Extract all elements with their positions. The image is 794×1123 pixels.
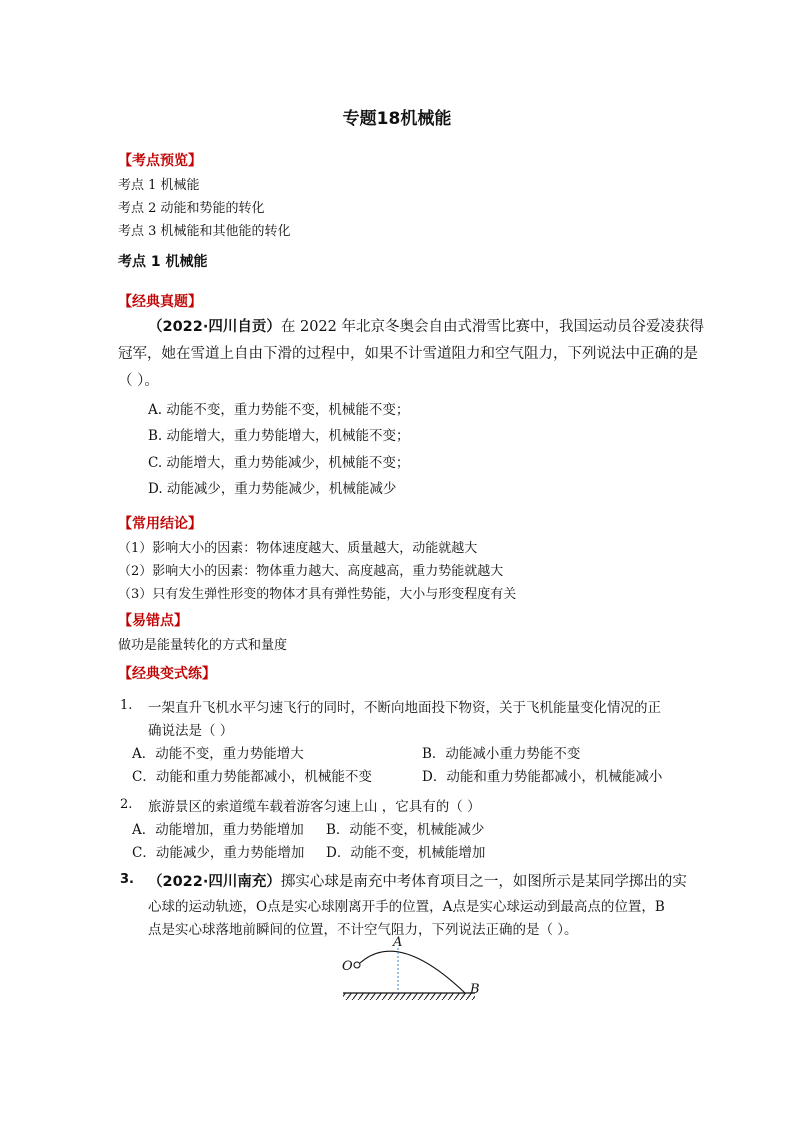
label-b: B (470, 982, 480, 997)
q3-number: 3. (120, 872, 134, 887)
label-o: O (342, 959, 353, 974)
classic-question-line-2: 冠军，她在雪道上自由下滑的过程中，如果不计雪道阻力和空气阻力，下列说法中正确的是 (118, 346, 698, 362)
practice-tag: 【经典变式练】 (118, 666, 216, 682)
q3-line-2: 心球的运动轨迹，O点是实心球刚离开手的位置，A点是实心球运动到最高点的位置，B (148, 899, 665, 915)
classic-question-line-3: （ ）。 (118, 373, 159, 389)
q3-line-3: 点是实心球落地前瞬间的位置，不计空气阻力，下列说法正确的是（ ）。 (148, 922, 578, 938)
q1-option-d: D．动能和重力势能都减小，机械能减小 (422, 769, 663, 785)
q2-option-a: A．动能增加，重力势能增加 (132, 822, 304, 838)
preview-item-2: 考点 2 动能和势能的转化 (118, 201, 265, 216)
q1-option-a: A．动能不变，重力势能增大 (132, 746, 304, 762)
q2-line-1: 旅游景区的索道缆车载着游客匀速上山 ，它具有的（ ） (148, 799, 481, 815)
preview-item-1: 考点 1 机械能 (118, 178, 200, 193)
q1-option-c: C．动能和重力势能都减小，机械能不变 (132, 769, 372, 785)
q1-number: 1. (120, 698, 133, 713)
classic-question-line-1 (148, 315, 704, 336)
preview-tag: 【考点预览】 (118, 153, 202, 169)
classic-option-a: A. 动能不变，重力势能不变，机械能不变； (148, 402, 410, 418)
q3-text-1: 掷实心球是南充中考体育项目之一，如图所示是某同学掷出的实 (280, 874, 687, 890)
ball-start-point (354, 962, 360, 968)
q2-option-d: D．动能不变，机械能增加 (326, 845, 486, 861)
q1-line-2: 确说法是（ ） (148, 723, 234, 739)
q1-option-b: B．动能减小重力势能不变 (422, 746, 581, 762)
conclusion-item-3: （3）只有发生弹性形变的物体才具有弹性势能，大小与形变程度有关 (118, 587, 517, 602)
page-title: 专题18机械能 (342, 109, 452, 129)
classic-text-1: 在 2022 年北京冬奥会自由式滑雪比赛中，我国运动员谷爱凌获得 (280, 319, 704, 335)
classic-source: （2022·四川自贡） (148, 319, 281, 335)
trajectory-curve (360, 951, 465, 993)
q2-option-b: B．动能不变，机械能减少 (326, 822, 485, 838)
conclusion-item-1: （1）影响大小的因素：物体速度越大、质量越大，动能就越大 (118, 541, 478, 556)
classic-tag: 【经典真题】 (118, 294, 202, 310)
ground-hatch (343, 993, 475, 1000)
mistake-tag: 【易错点】 (118, 613, 188, 629)
conclusion-item-2: （2）影响大小的因素：物体重力越大、高度越高，重力势能就越大 (118, 564, 504, 579)
q2-option-c: C．动能减少，重力势能增加 (132, 845, 305, 861)
preview-item-3: 考点 3 机械能和其他能的转化 (118, 224, 291, 239)
q3-line-1 (148, 870, 687, 891)
classic-option-c: C. 动能增大，重力势能减少，机械能不变； (148, 455, 410, 471)
label-a: A (393, 935, 403, 950)
q1-line-1: 一架直升飞机水平匀速飞行的同时，不断向地面投下物资，关于飞机能量变化情况的正 (148, 700, 661, 716)
section-heading: 考点 1 机械能 (118, 254, 208, 270)
q3-source: （2022·四川南充） (148, 874, 281, 890)
trajectory-figure (335, 935, 485, 1005)
classic-option-d: D. 动能减少，重力势能减少，机械能减少 (148, 481, 397, 497)
mistake-text: 做功是能量转化的方式和量度 (118, 638, 288, 653)
conclusion-tag: 【常用结论】 (118, 516, 202, 532)
q2-number: 2. (120, 797, 133, 812)
classic-option-b: B. 动能增大，重力势能增大，机械能不变； (148, 428, 410, 444)
